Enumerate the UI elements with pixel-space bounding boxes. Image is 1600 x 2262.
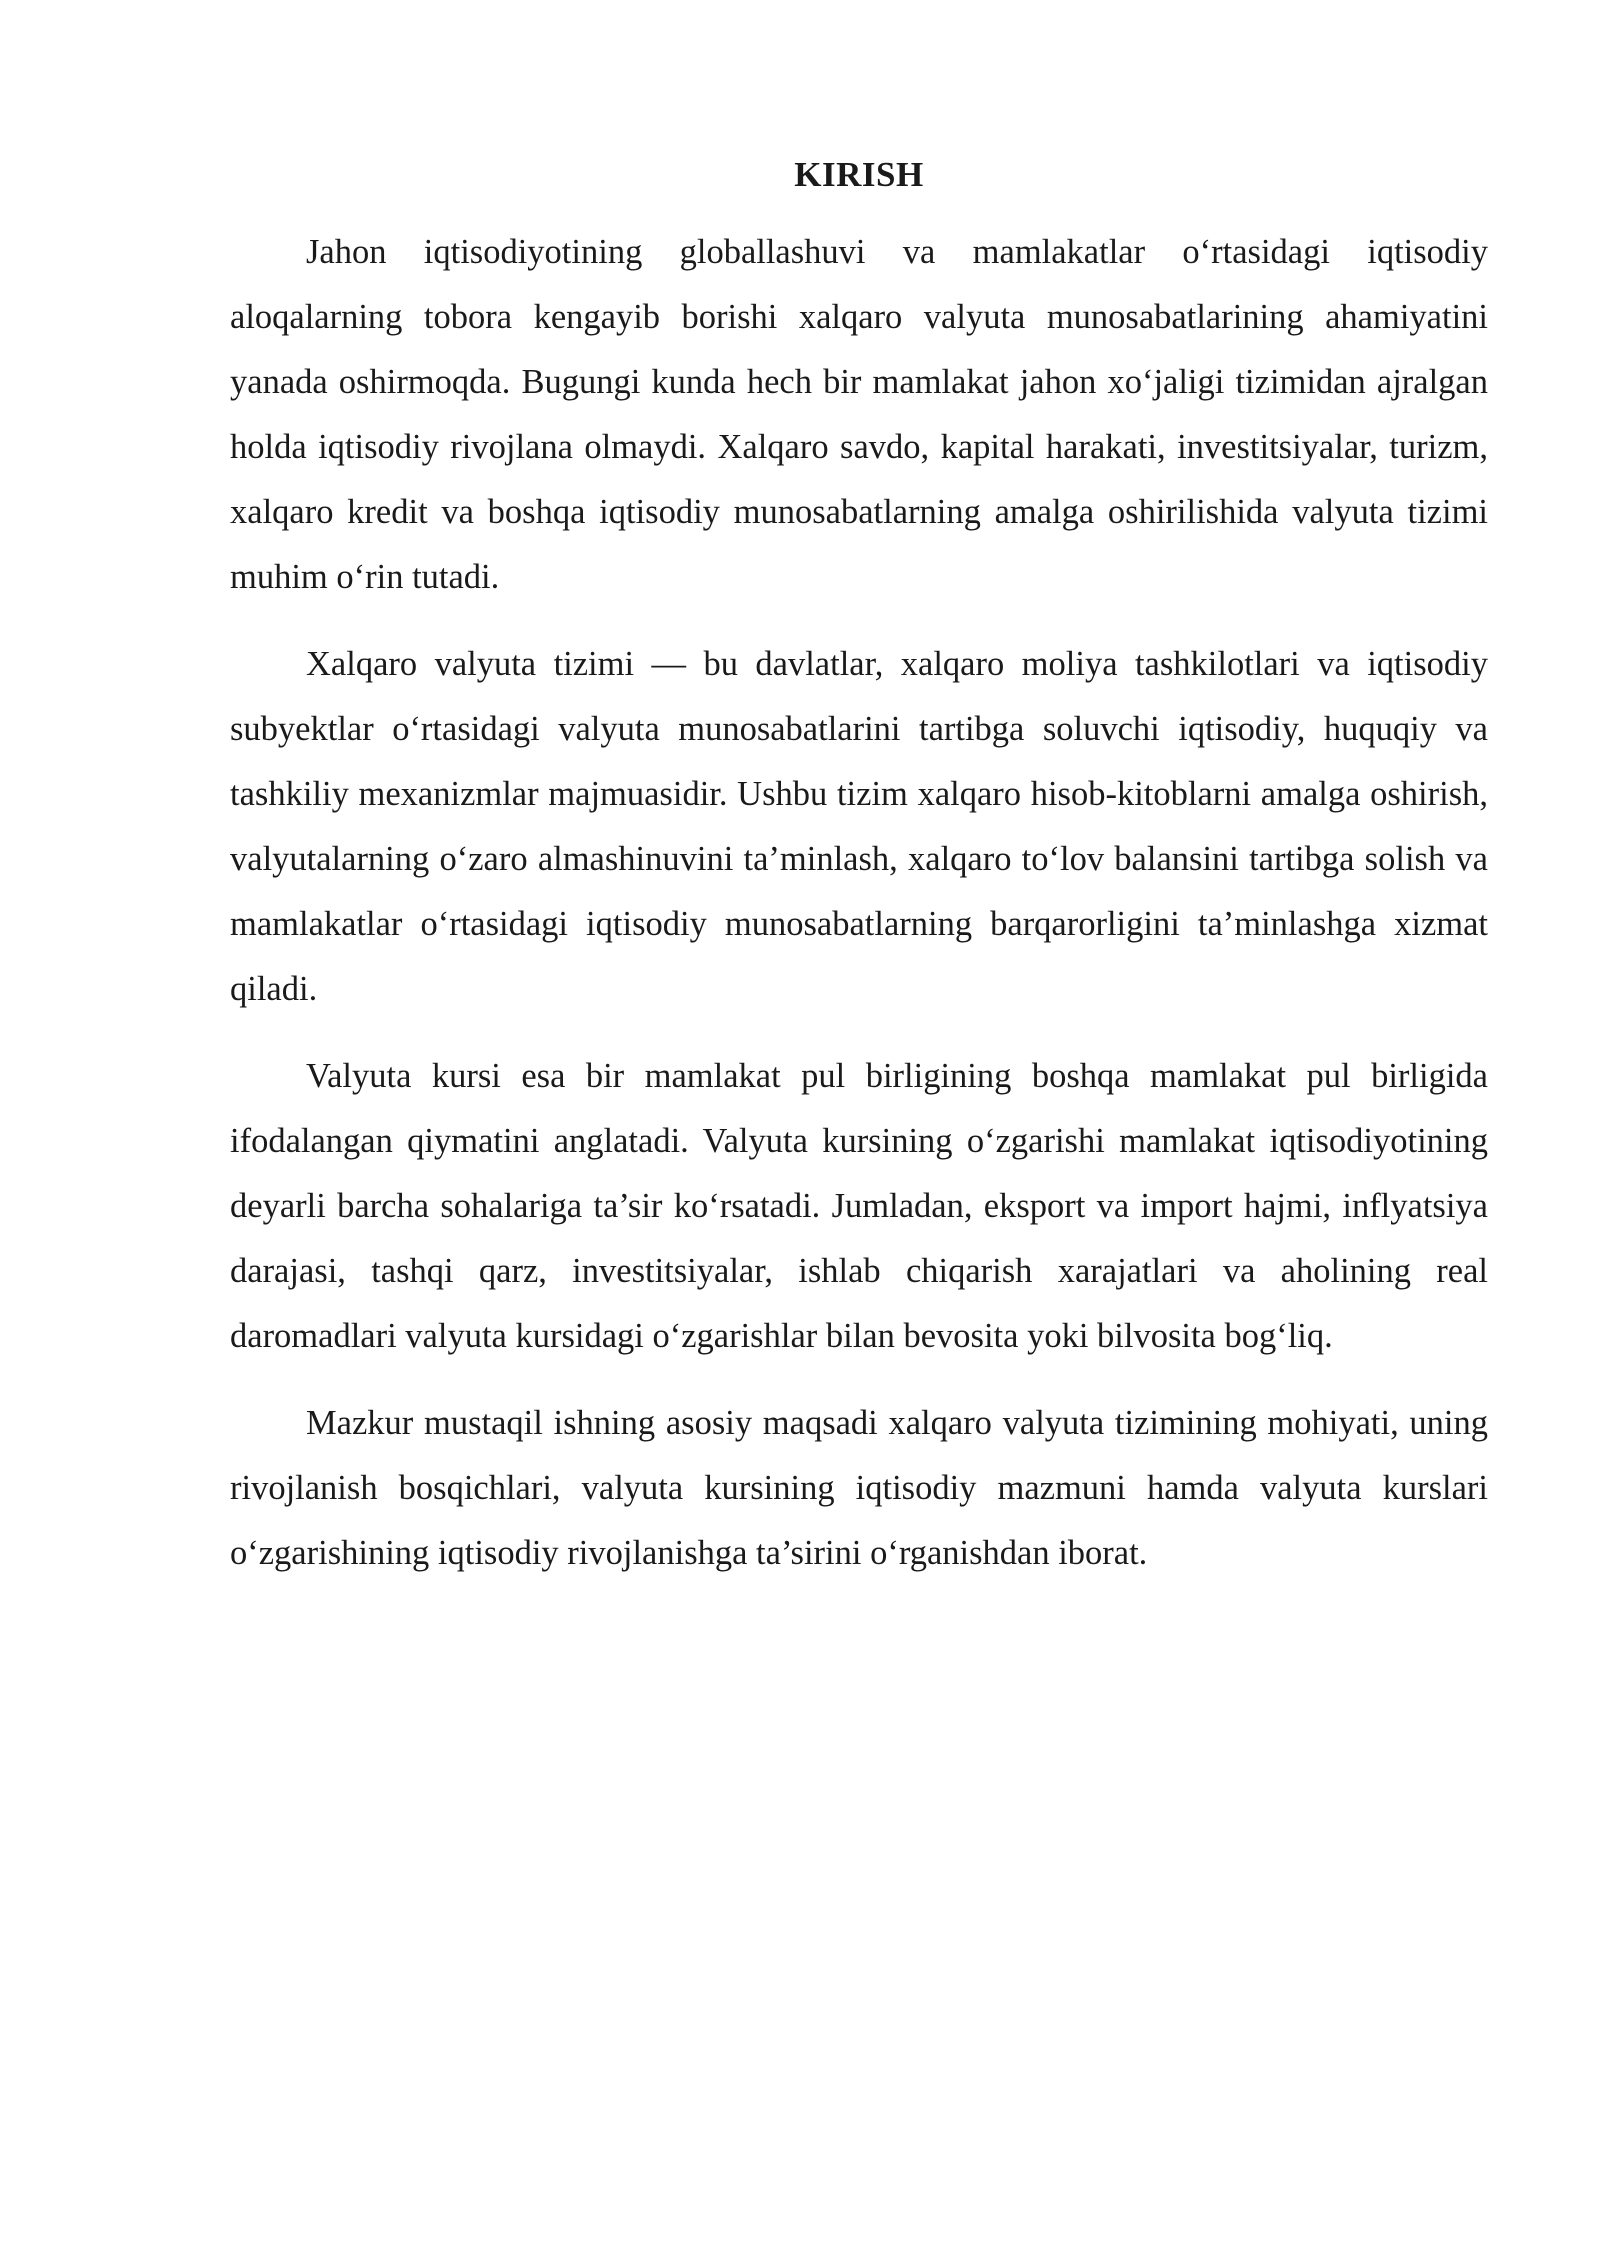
paragraph-2: Xalqaro valyuta tizimi — bu davlatlar, xalqaro moliya tashkilotlari va iqtisodiy subyektlar o‘rtasidagi valyuta munosabatlarini tartibga soluvchi iqtisodiy, huquqiy va tashkiliy mexanizmlar majmuasidir. Ushbu tizim xalqaro hisob-kitoblarni amalga oshirish, valyutalarning o‘zaro almashinuvini ta’minlash, xalqaro to‘lov balansini tartibga solish va mamlakatlar o‘rtasidagi iqtisodiy munosabatlarning barqarorligini ta’minlashga xizmat qiladi. bbox=[230, 645, 1488, 1008]
page-title: KIRISH bbox=[794, 155, 924, 194]
paragraph-4: Mazkur mustaqil ishning asosiy maqsadi xalqaro valyuta tizimining mohiyati, uning rivojlanish bosqichlari, valyuta kursining iqtisodiy mazmuni hamda valyuta kurslari o‘zgarishining iqtisodiy rivojlanishga ta’sirini o‘rganishdan iborat. bbox=[230, 1404, 1488, 1572]
document-body bbox=[230, 150, 1488, 1608]
paragraph-3: Valyuta kursi esa bir mamlakat pul birligining boshqa mamlakat pul birligida ifodalangan qiymatini anglatadi. Valyuta kursining o‘zgarishi mamlakat iqtisodiyotining deyarli barcha sohalariga ta’sir ko‘rsatadi. Jumladan, eksport va import hajmi, inflyatsiya darajasi, tashqi qarz, investitsiyalar, ishlab chiqarish xarajatlari va aholining real daromadlari valyuta kursidagi o‘zgarishlar bilan bevosita yoki bilvosita bog‘liq. bbox=[230, 1057, 1488, 1355]
paragraph-1: Jahon iqtisodiyotining globallashuvi va mamlakatlar o‘rtasidagi iqtisodiy aloqalarning tobora kengayib borishi xalqaro valyuta munosabatlarining ahamiyatini yanada oshirmoqda. Bugungi kunda hech bir mamlakat jahon xo‘jaligi tizimidan ajralgan holda iqtisodiy rivojlana olmaydi. Xalqaro savdo, kapital harakati, investitsiyalar, turizm, xalqaro kredit va boshqa iqtisodiy munosabatlarning amalga oshirilishida valyuta tizimi muhim o‘rin tutadi. bbox=[230, 233, 1488, 596]
